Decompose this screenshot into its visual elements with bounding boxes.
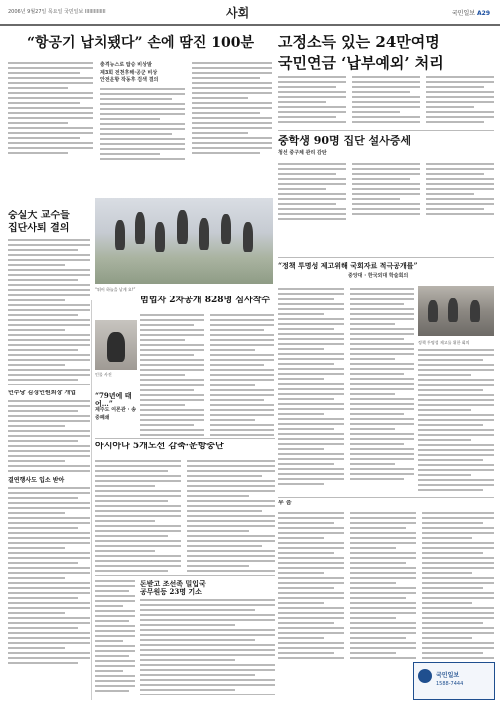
article-subhead: 충격뉴스로 탑승 비상발 [100,62,152,68]
article-body [100,88,185,160]
ad-phone: 1588-7444 [436,681,464,687]
photo-portrait [95,320,137,370]
article-col [278,288,344,488]
article-headline: 중학생 90명 집단 설사증세 [278,135,412,147]
obituary-section [278,500,494,660]
divider [278,497,494,498]
page-number: A29 [477,10,490,17]
article-body [140,599,275,695]
article-headline: 범법자 2차공개 828명 심사착수 [140,296,271,305]
article-asiana [95,442,275,572]
article-income [278,34,494,129]
article-headline: 아시아나 5개노선 감축·운항중단 [95,442,224,451]
article-col [187,460,275,572]
article-col [350,512,416,660]
article-col [352,76,420,126]
caption-text: 인물 사진 [95,372,112,377]
article-headline: 숭실大 교수들 [8,210,70,221]
article-airport [8,32,273,192]
article-headline: “79년에 태어…” [95,392,132,408]
side-column [8,390,90,695]
paper-name [452,8,490,17]
article-professors [8,210,90,385]
article-col [352,163,420,218]
article-col [95,580,135,695]
article-col [100,62,185,163]
article-headline: 민주당 김경인원회장 개업 [8,390,76,396]
article-headline: 고정소득 있는 24만여명 [278,34,440,51]
advertisement[interactable] [413,662,495,700]
article-subhead: 공무원등 23명 기소 [140,586,202,596]
article-col [140,314,204,436]
article-subhead: 중앙대 · 한국외대 학술회의 [348,272,409,279]
article-col [350,288,414,483]
article-headline: 결연행사도 입소 받아 [8,476,65,484]
article-body [8,239,90,385]
article-students [278,135,494,255]
divider [95,438,275,439]
article-col [426,163,494,218]
photo-caption [95,287,273,293]
article-tunnel [95,392,137,432]
article-col [418,340,494,494]
article-headline: 국민연금 ‘납부예외’ 처리 [278,53,444,72]
article-col [278,76,346,126]
logo-icon [418,669,432,683]
page-header [0,0,500,26]
article-headline: 집단사퇴 결의 [8,223,70,234]
article-col [8,62,93,157]
article-subhead: 제3회 전천후해·공군 비상 [100,69,158,76]
article-smuggling [140,580,275,695]
article-col [210,314,274,436]
portrait-caption [95,372,137,392]
article-subhead: 청선 중구체 관리 감탄 [278,150,327,157]
article-body [8,400,90,472]
article-col [95,460,181,572]
issue-date: 2006년 9월27일 목요일 국민일보 IIIIIIIIIIIIII [8,9,106,15]
article-headline: “정책 투명성 제고위해 국회자료 적극공개를” [278,262,418,270]
divider [278,257,494,258]
photo-caption: 정책 투명성 제고를 위한 회의 [418,340,470,345]
article-transparency [278,262,494,494]
divider [278,130,494,131]
article-body [192,62,272,154]
divider [95,575,275,576]
article-col [278,512,344,660]
section-title: 사회 [226,6,250,20]
article-col [278,163,346,223]
article-col [426,76,494,126]
paper-label: 국민일보 [451,10,476,17]
caption-text: “뛰어 하늘을 날게 요!” [95,287,136,292]
article-subhead: 제주도 여론관 · 송중폐쇄 [95,407,136,421]
article-headline: “항공기 납치됐다” 손에 땀진 100분 [26,35,255,51]
obituary-label: 부 음 [278,500,292,506]
divider [91,300,92,700]
article-body [8,62,93,154]
ad-name: 국민일보 [436,672,460,679]
article-body [8,487,90,664]
article-subhead: 안전운항 작동후 검색 결의 [100,77,159,83]
article-offenders [140,296,274,436]
photo-jumping-students [95,198,273,284]
article-col [192,62,272,157]
article-headline: 돈받고 조선족 밀입국 [140,580,206,588]
photo-meeting [418,286,494,336]
article-col [422,512,494,660]
